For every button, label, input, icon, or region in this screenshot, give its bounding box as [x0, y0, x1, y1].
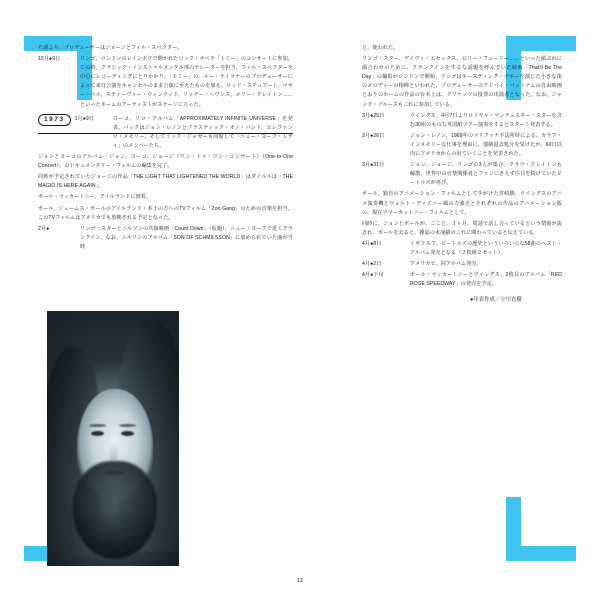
entry-body: ヨーコ、ソロ・アルバム「APPROXIMATELY INFINITE UNIVERSE」を発表。バックはジョン・レノンとプラスティック・オノ・バンド、エレファンツ・メモリー、そしてミック・ジャガーも同席して「ニュー・ヨーク・シティ」のメンバーたち。: [112, 115, 293, 149]
year-badge: 1973: [38, 114, 71, 126]
author-credit: ●年表作成／立川直樹: [470, 297, 522, 303]
entry-date: 12月●9日: [38, 56, 61, 63]
intro-paragraph: た頭より、プロデューサーはジョージとフィル・スペクター。: [38, 45, 183, 51]
entry-date: 3月●31日: [362, 162, 385, 169]
right-text-column: [362, 44, 562, 291]
chronology-entry: [38, 193, 293, 202]
chronology-entry: [38, 173, 293, 191]
chronology-entry: [362, 240, 562, 258]
corner-bracket-bottom-right-vertical: [506, 497, 521, 561]
entry-body: リンゴ、ロンドンのレインボウで開かれたロック・オペラ「トミー」のコンサートに参加。この時、クラシック・インストゥルメンタル部のナレーターを担当。フィル・スペクターを中心にレコーディングにとりかかり、「エミー」の、ルー・ライツナーのプロデューサーによって来日公演をキャンセルのまま公演に至えたものを加え、ロッド・スチュアート、マギー・ベル、スティーヴィー・ウィンウッド、リッチー・ヘヴンス、メリー・クレイトン……といったネームのアーティストがステージに立った。: [80, 56, 293, 108]
entry-body: ジョンとヨーコのアルバム「ジョン、ヨーコ、ジョージ（ワン・トゥ・ワン・コンサート）（One-to-One Concert）」のドキュメンタリー・フィルムの編集を完了。: [38, 154, 293, 170]
portrait-photo: [47, 311, 179, 566]
entry-body: ウイングス、4月7日よりロイヤル・マンチェスター・スターを含む30組のものな英国紙ツアー演奏をするとスタート発表する。: [410, 112, 562, 128]
entry-date: 3月●26日: [362, 132, 385, 139]
entry-body: ポール、独自のアニメーション・フィルムとして手がけた宮崎駿、ウイングスのアニメ演奏機とウォルト・ディズニー風の力強さとそれぞれの作品のアニメーション版の、現在ウマーカットニー・フィルムとして。: [362, 191, 562, 216]
entry-body: イギリスで、ビートルズの歴史といういろいろな58曲のベスト・アルバム発売となる（２枚組２セット）。: [410, 240, 562, 256]
left-text-column: [38, 44, 293, 254]
entry-date: 4月●2日: [362, 261, 382, 268]
entry-body: ジョン・レノン、1968年のマリファナ不法所持による、カラフ・インメモリーな仕事を理由に、強制退去処分を受けたが、60日以内にアメリカからの出ていくことを発表された。: [410, 132, 562, 158]
entry-body: 同時に、ジョンとポールが、ここと、３ヶ月、電話で話し合っているという情報が流され、ポールを去ると、雑誌の未成績のこれに関わっていると伝えている。: [362, 220, 562, 236]
chronology-entry: [38, 205, 293, 223]
entry-body: と、使われた。: [362, 45, 399, 51]
entry-body: ポール・マッカートニーとウイングス、2枚目のアルバム「RED ROSE SPEEDWAY」の発売を予定。: [410, 272, 562, 288]
entry-body: ポール・マッカートニー、アイルランドに到着。: [38, 194, 152, 201]
entry-date: 2月●: [38, 225, 50, 232]
photo-grain: [47, 311, 179, 566]
chronology-entry: [38, 153, 293, 171]
entry-date: 1月●9日: [74, 115, 95, 122]
entry-date: 4月●下旬: [362, 272, 384, 279]
year-divider-rule: [38, 133, 293, 134]
chronology-entry: [362, 132, 562, 159]
entry-date: 4月●8日: [362, 240, 382, 247]
chronology-entry: [362, 271, 562, 289]
entry-body: 同席が予定されていたジョージの作品「THE LIGHT THAT LIGHTENED THE WORLD」はダイルルは「THE MAGIO IS HERE AGAIN」。: [38, 174, 293, 190]
chronology-entry: [362, 55, 562, 110]
chronology-entry: [38, 55, 293, 110]
chronology-entry: [362, 44, 562, 53]
entry-body: リンゴ・スターとニルソンの共演映画「Count Down」（仮題）、ニュー・ヨークで近くクランクイン。なお、ニルソンのアルバム「SON OF SCHMILSSON」に収められていた曲が当時: [80, 225, 293, 250]
chronology-entry: [362, 161, 562, 188]
chronology-entry: [38, 225, 293, 252]
entry-body: ジョン、ジョージ、リンゴの3人が集合、クラウ・クレイトンも解散。世界中の音楽関係者とファンにさえず注目を続けていたビートルズが再び。: [410, 162, 562, 187]
chronology-entry: [362, 112, 562, 130]
entry-body: リンゴ・スター、デイヴィ・エセックス、ビリー・フューリー……といった顔ぶれに顔合わせのために、クランクインをするな話題を呼んでいた映画「That'll Be The Day」の撮影がロンドンで開始。リンゴはキースティング・ボギーを演じた小さな街のメロディーの相棒といわれた、プロデューサーのアドバイ・バットナムの自由映画とおりのホームの作品の台本上は、クリケッツの投票の出演者となった。なお、ジャック・ブルースもこれに参加している。: [362, 56, 562, 108]
entry-date: 3月●25日: [362, 112, 385, 119]
entry-body: アメリカで、同アルバム発売。: [410, 261, 482, 268]
entry-body: ポール、ジェームス・ポールのアイルランド・本土の方へのTVフィルム「Zoo Gang」のための音楽を担当。このTVフィルムはアメリカでも放映される予定となった。: [38, 205, 293, 221]
page-number: 12: [296, 578, 304, 584]
chronology-entry: [362, 190, 562, 217]
chronology-entry: [362, 220, 562, 238]
chronology-entry: [362, 260, 562, 269]
